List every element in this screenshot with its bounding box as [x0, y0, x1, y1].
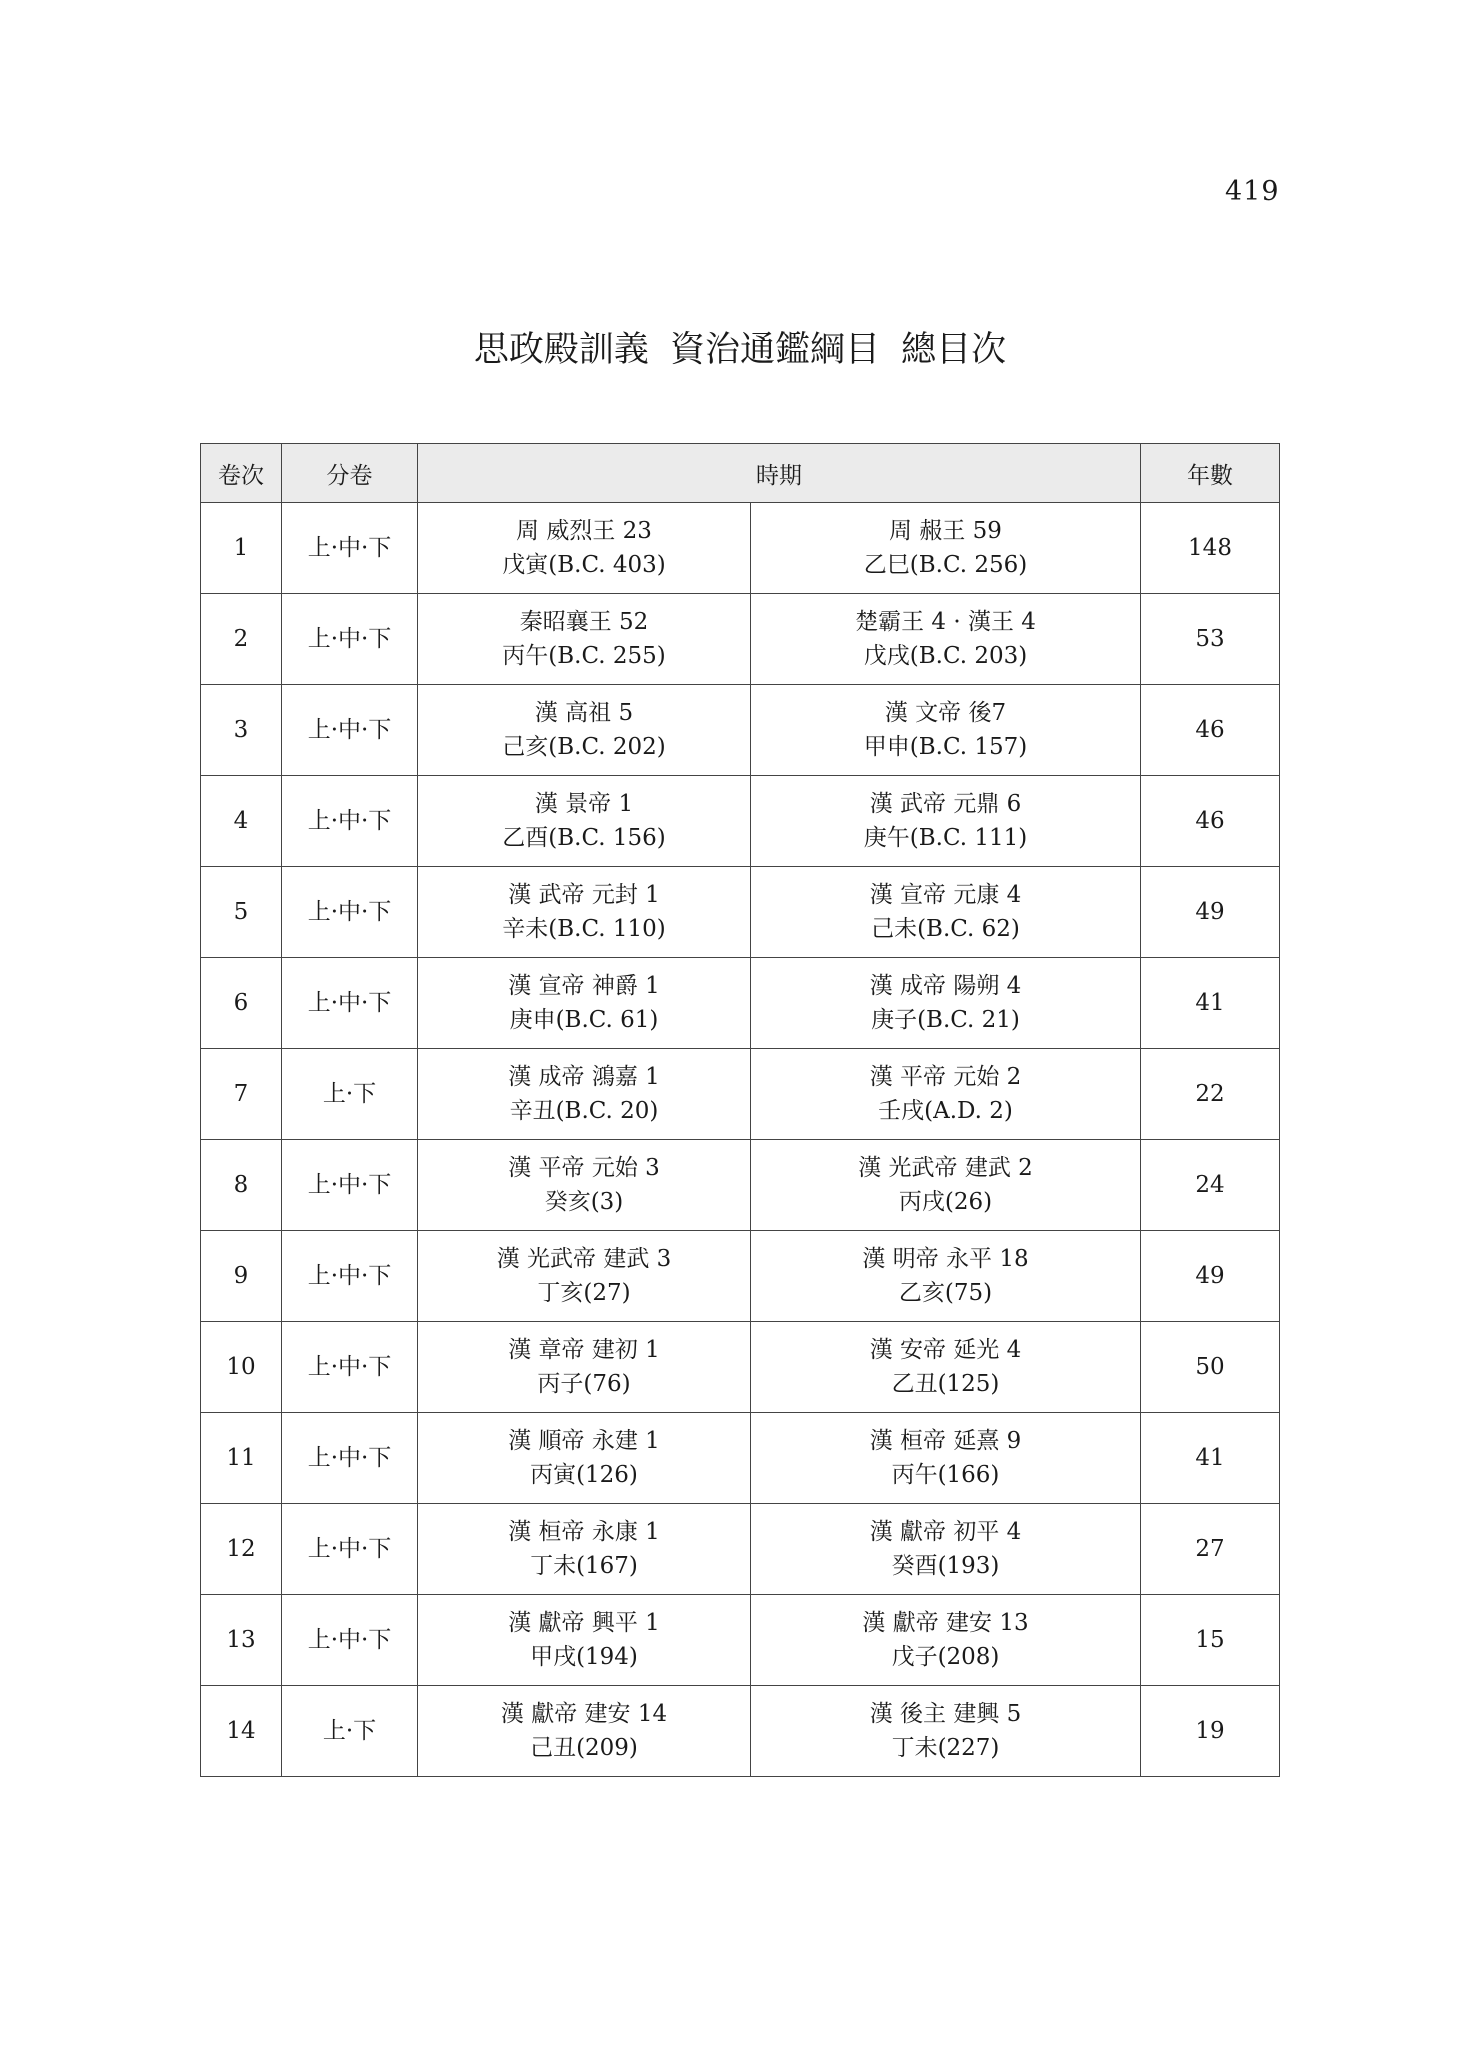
cell-volume: 3	[201, 685, 282, 776]
end-year: 丙午(166)	[891, 1462, 1000, 1488]
start-year: 丙午(B.C. 255)	[502, 643, 666, 669]
table-row	[201, 1504, 1280, 1595]
header-years: 年數	[1141, 444, 1280, 503]
end-reign: 楚霸王 4 · 漢王 4	[855, 609, 1036, 635]
table-row	[201, 1140, 1280, 1231]
cell-period-end	[751, 1140, 1141, 1231]
end-year: 癸酉(193)	[891, 1553, 1000, 1579]
end-year: 丁未(227)	[891, 1735, 1000, 1761]
cell-volume: 13	[201, 1595, 282, 1686]
cell-period-start	[418, 958, 751, 1049]
cell-period-start	[418, 867, 751, 958]
end-reign: 漢 宣帝 元康 4	[869, 882, 1022, 908]
cell-volume: 11	[201, 1413, 282, 1504]
cell-period-start	[418, 594, 751, 685]
cell-period-end	[751, 1049, 1141, 1140]
page-title: 思政殿訓義 資治通鑑綱目 總目次	[473, 330, 1007, 370]
start-year: 己亥(B.C. 202)	[502, 734, 666, 760]
start-year: 乙酉(B.C. 156)	[502, 825, 666, 851]
table-row	[201, 1322, 1280, 1413]
cell-subvolume: 上·中·下	[282, 958, 418, 1049]
start-reign: 漢 光武帝 建武 3	[496, 1246, 672, 1272]
end-reign: 漢 桓帝 延熹 9	[869, 1428, 1022, 1454]
end-reign: 漢 成帝 陽朔 4	[869, 973, 1022, 999]
header-period: 時期	[418, 444, 1141, 503]
start-reign: 秦昭襄王 52	[519, 609, 649, 635]
start-reign: 漢 高祖 5	[534, 700, 634, 726]
end-year: 乙巳(B.C. 256)	[863, 552, 1028, 578]
cell-volume: 6	[201, 958, 282, 1049]
cell-subvolume: 上·中·下	[282, 776, 418, 867]
start-year: 丙寅(126)	[530, 1462, 638, 1488]
end-reign: 周 赧王 59	[889, 518, 1002, 544]
cell-subvolume: 上·下	[282, 1686, 418, 1777]
cell-volume: 8	[201, 1140, 282, 1231]
end-year: 庚午(B.C. 111)	[863, 825, 1028, 851]
cell-period-start	[418, 776, 751, 867]
cell-volume: 5	[201, 867, 282, 958]
cell-years: 19	[1141, 1686, 1280, 1777]
cell-subvolume: 上·中·下	[282, 594, 418, 685]
cell-subvolume: 上·中·下	[282, 1322, 418, 1413]
cell-period-start	[418, 685, 751, 776]
header-volume: 卷次	[201, 444, 282, 503]
cell-period-end	[751, 503, 1141, 594]
cell-years: 27	[1141, 1504, 1280, 1595]
cell-years: 49	[1141, 1231, 1280, 1322]
end-year: 甲申(B.C. 157)	[863, 734, 1028, 760]
table-row	[201, 1231, 1280, 1322]
end-year: 戊戌(B.C. 203)	[863, 643, 1028, 669]
cell-period-start	[418, 1595, 751, 1686]
cell-years: 50	[1141, 1322, 1280, 1413]
table-row	[201, 1413, 1280, 1504]
cell-subvolume: 上·中·下	[282, 685, 418, 776]
end-reign: 漢 獻帝 建安 13	[862, 1610, 1029, 1636]
table-body	[201, 503, 1280, 1777]
cell-period-start	[418, 1504, 751, 1595]
table-header-row	[201, 444, 1280, 503]
start-year: 丙子(76)	[537, 1371, 631, 1397]
start-reign: 漢 宣帝 神爵 1	[508, 973, 660, 999]
table-of-contents	[200, 443, 1280, 1777]
end-year: 丙戌(26)	[898, 1189, 993, 1215]
cell-period-start	[418, 1231, 751, 1322]
cell-years: 46	[1141, 776, 1280, 867]
cell-volume: 9	[201, 1231, 282, 1322]
table-row	[201, 594, 1280, 685]
end-year: 戊子(208)	[891, 1644, 1000, 1670]
cell-period-start	[418, 1049, 751, 1140]
cell-period-start	[418, 503, 751, 594]
table-row	[201, 1595, 1280, 1686]
cell-subvolume: 上·中·下	[282, 867, 418, 958]
start-year: 辛丑(B.C. 20)	[509, 1098, 659, 1124]
start-year: 己丑(209)	[530, 1735, 638, 1761]
cell-years: 148	[1141, 503, 1280, 594]
cell-years: 24	[1141, 1140, 1280, 1231]
end-year: 乙亥(75)	[898, 1280, 993, 1306]
table-row	[201, 1049, 1280, 1140]
cell-subvolume: 上·中·下	[282, 503, 418, 594]
cell-years: 22	[1141, 1049, 1280, 1140]
start-reign: 漢 桓帝 永康 1	[508, 1519, 660, 1545]
cell-period-end	[751, 1504, 1141, 1595]
cell-volume: 12	[201, 1504, 282, 1595]
cell-subvolume: 上·中·下	[282, 1595, 418, 1686]
header-subvolume: 分卷	[282, 444, 418, 503]
cell-period-end	[751, 1231, 1141, 1322]
start-reign: 漢 景帝 1	[534, 791, 634, 817]
start-year: 癸亥(3)	[544, 1189, 624, 1215]
cell-period-end	[751, 958, 1141, 1049]
table-row	[201, 867, 1280, 958]
start-reign: 漢 順帝 永建 1	[508, 1428, 660, 1454]
cell-years: 53	[1141, 594, 1280, 685]
start-year: 丁未(167)	[530, 1553, 638, 1579]
cell-period-start	[418, 1140, 751, 1231]
cell-period-end	[751, 776, 1141, 867]
end-reign: 漢 武帝 元鼎 6	[869, 791, 1022, 817]
end-reign: 漢 明帝 永平 18	[862, 1246, 1029, 1272]
cell-period-end	[751, 594, 1141, 685]
end-reign: 漢 後主 建興 5	[869, 1701, 1022, 1727]
cell-volume: 1	[201, 503, 282, 594]
cell-subvolume: 上·中·下	[282, 1504, 418, 1595]
cell-subvolume: 上·中·下	[282, 1231, 418, 1322]
cell-period-end	[751, 685, 1141, 776]
start-year: 戊寅(B.C. 403)	[502, 552, 666, 578]
start-reign: 漢 章帝 建初 1	[508, 1337, 660, 1363]
cell-volume: 4	[201, 776, 282, 867]
start-year: 辛未(B.C. 110)	[502, 916, 666, 942]
end-year: 己未(B.C. 62)	[871, 916, 1020, 942]
table-row	[201, 685, 1280, 776]
end-reign: 漢 安帝 延光 4	[869, 1337, 1022, 1363]
cell-volume: 14	[201, 1686, 282, 1777]
cell-period-start	[418, 1686, 751, 1777]
cell-period-end	[751, 867, 1141, 958]
cell-subvolume: 上·中·下	[282, 1413, 418, 1504]
start-reign: 漢 獻帝 建安 14	[500, 1701, 668, 1727]
start-reign: 漢 平帝 元始 3	[508, 1155, 660, 1181]
cell-subvolume: 上·中·下	[282, 1140, 418, 1231]
cell-years: 46	[1141, 685, 1280, 776]
cell-volume: 2	[201, 594, 282, 685]
end-reign: 漢 平帝 元始 2	[869, 1064, 1022, 1090]
start-reign: 漢 獻帝 興平 1	[508, 1610, 660, 1636]
cell-period-start	[418, 1413, 751, 1504]
cell-volume: 10	[201, 1322, 282, 1413]
table-row	[201, 1686, 1280, 1777]
table-row	[201, 776, 1280, 867]
cell-period-end	[751, 1686, 1141, 1777]
end-reign: 漢 光武帝 建武 2	[858, 1155, 1033, 1181]
page-number: 419	[1225, 176, 1280, 207]
start-year: 丁亥(27)	[537, 1280, 631, 1306]
cell-years: 15	[1141, 1595, 1280, 1686]
start-reign: 漢 成帝 鴻嘉 1	[508, 1064, 660, 1090]
cell-subvolume: 上·下	[282, 1049, 418, 1140]
cell-years: 41	[1141, 958, 1280, 1049]
end-year: 壬戌(A.D. 2)	[878, 1098, 1013, 1124]
end-year: 乙丑(125)	[891, 1371, 1000, 1397]
table-row	[201, 958, 1280, 1049]
start-year: 庚申(B.C. 61)	[509, 1007, 659, 1033]
cell-volume: 7	[201, 1049, 282, 1140]
end-reign: 漢 文帝 後7	[884, 700, 1007, 726]
table-row	[201, 503, 1280, 594]
cell-years: 49	[1141, 867, 1280, 958]
end-reign: 漢 獻帝 初平 4	[869, 1519, 1022, 1545]
cell-period-end	[751, 1413, 1141, 1504]
start-reign: 漢 武帝 元封 1	[508, 882, 660, 908]
start-year: 甲戌(194)	[530, 1644, 638, 1670]
end-year: 庚子(B.C. 21)	[871, 1007, 1020, 1033]
start-reign: 周 威烈王 23	[516, 518, 652, 544]
cell-period-end	[751, 1595, 1141, 1686]
cell-years: 41	[1141, 1413, 1280, 1504]
cell-period-end	[751, 1322, 1141, 1413]
cell-period-start	[418, 1322, 751, 1413]
